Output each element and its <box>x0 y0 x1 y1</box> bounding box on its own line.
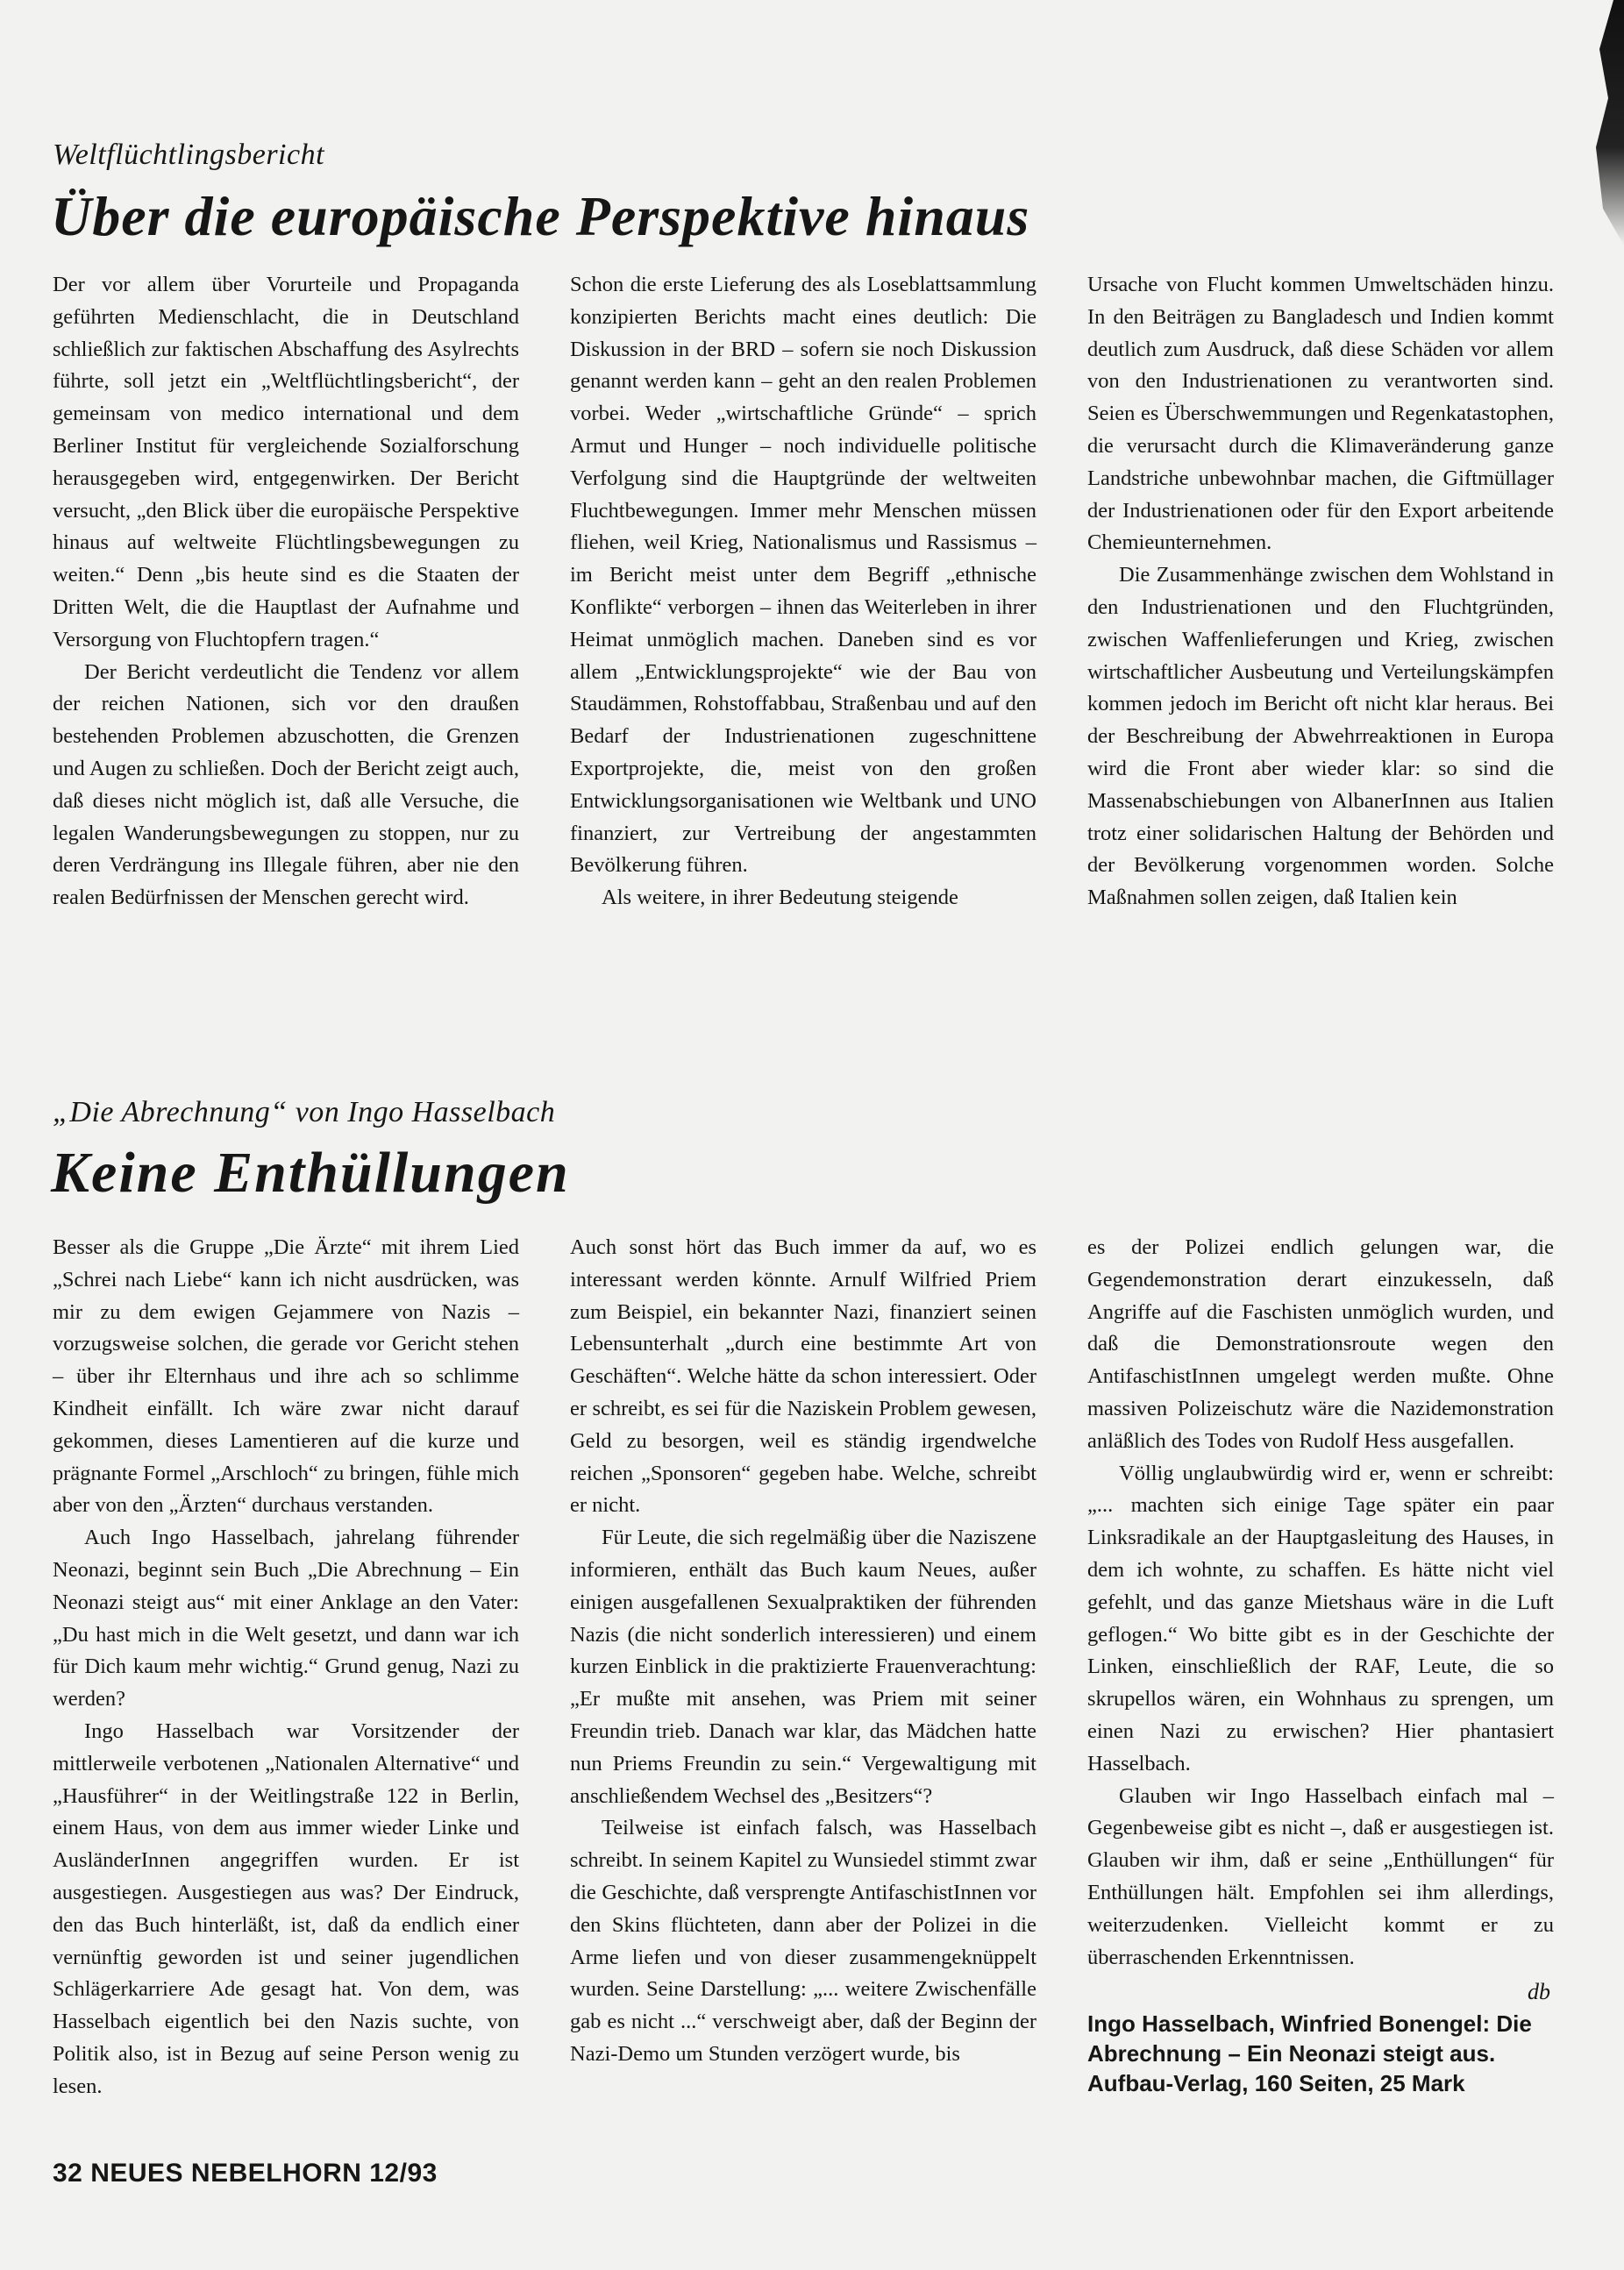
article2-paragraph: Glauben wir Ingo Hasselbach einfach mal – Gegenbeweise gibt es nicht –, daß er ausgestiegen ist. Glauben wir ihm, daß er seine „Enthüllungen“ für Enthüllungen hält. Empfohlen sei ihm allerdings, weiterzudenken. Vielleicht kommt er zu überraschenden Erkenntnissen. <box>1087 1783 1554 1969</box>
torn-page-corner <box>1589 0 1624 246</box>
article2-title: Keine Enthüllungen <box>51 1141 570 1205</box>
article1-paragraph: Als weitere, in ihrer Bedeutung steigende <box>602 886 958 910</box>
article1-column-1 <box>53 269 519 914</box>
article2-column-3 <box>1087 1232 1554 2103</box>
article2-kicker: „Die Abrechnung“ von Ingo Hasselbach <box>53 1096 556 1128</box>
article1-title: Über die europäische Perspektive hinaus <box>51 185 1030 247</box>
article1-column-2 <box>570 269 1036 914</box>
article1-paragraph: Der Bericht verdeutlicht die Tendenz vor allem der reichen Nationen, sich vor den draußen bestehenden Problemen abzuschotten, die Grenzen und Augen zu schließen. Doch der Bericht zeigt auch, daß dieses nicht möglich ist, daß alle Versuche, die legalen Wanderungsbewegungen zu stoppen, nur zu deren Verdrängung ins Illegale führen, aber nie den realen Bedürfnissen der Menschen gerecht wird. <box>53 659 519 910</box>
article2-paragraph: Für Leute, die sich regelmäßig über die Naziszene informieren, enthält das Buch kaum Neues, außer einigen ausgefallenen Sexualpraktiken der führenden Nazis (die nicht sonderlich interessieren) und einem kurzen Einblick in die praktizierte Frauenverachtung: „Er mußte mit ansehen, was Priem mit seiner Freundin trieb. Danach war klar, das Mädchen hatte nun Priems Freundin zu sein.“ Vergewaltigung mit anschließendem Wechsel des „Besitzers“? <box>570 1526 1036 1808</box>
article2-column-2 <box>570 1232 1036 2103</box>
article2-paragraph: Auch sonst hört das Buch immer da auf, wo es interessant werden könnte. Arnulf Wilfried Priem zum Beispiel, ein bekannter Nazi, finanziert seinen Lebensunterhalt „durch eine bestimmte Art von Geschäften“. Welche hätte da schon interessiert. Oder er schreibt, es sei für die Naziskein Problem gewesen, Geld zu besorgen, weil es ständig irgendwelche reichen „Sponsoren“ gegeben habe. Welche, schreibt er nicht. <box>570 1235 1036 1518</box>
article2-paragraph: Völlig unglaubwürdig wird er, wenn er schreibt: „... machten sich einige Tage später ein paar Linksradikale an der Hauptgasleitung des Hauses, in dem ich wohnte, zu schaffen. Es hätte nicht viel gefehlt, und das ganze Mietshaus wäre in die Luft geflogen.“ Wo bitte gibt es in der Geschichte der Linken, einschließlich der RAF, Leute, die so skrupellos wären, ein Wohnhaus zu sprengen, um einen Nazi zu erwischen? Hier phantasiert Hasselbach. <box>1087 1461 1554 1775</box>
article1-paragraph: Ursache von Flucht kommen Umweltschäden hinzu. In den Beiträgen zu Bangladesch und Indien kommt deutlich zum Ausdruck, daß diese Schäden vor allem von den Industrienationen zu verantworten sind. Seien es Überschwemmungen und Regenkatastophen, die verursacht durch die Klimaveränderung ganze Landstriche unbewohnbar machen, die Giftmüllager der Industrienationen oder für den Export arbeitende Chemieunternehmen. <box>1087 273 1554 555</box>
article2-column-1 <box>53 1232 519 2103</box>
article1-body <box>53 269 1554 914</box>
article1-paragraph: Der vor allem über Vorurteile und Propaganda geführten Medienschlacht, die in Deutschland schließlich zur faktischen Abschaffung des Asylrechts führte, soll jetzt ein „Weltflüchtlingsbericht“, der gemeinsam von medico international und dem Berliner Institut für vergleichende Sozialforschung herausgegeben wird, entgegenwirken. Der Bericht versucht, „den Blick über die europäische Perspektive hinaus auf weltweite Flüchtlingsbewegungen zu weiten.“ Denn „bis heute sind es die Staaten der Dritten Welt, die die Hauptlast der Aufnahme und Versorgung von Fluchtopfern tragen.“ <box>53 273 519 651</box>
article1-paragraph: Schon die erste Lieferung des als Loseblattsammlung konzipierten Berichts macht eines deutlich: Die Diskussion in der BRD – sofern sie noch Diskussion genannt werden kann – geht an den realen Problemen vorbei. Weder „wirtschaftliche Gründe“ – sprich Armut und Hunger – noch individuelle politische Verfolgung sind die Hauptgründe der weltweiten Fluchtbewegungen. Immer mehr Menschen müssen fliehen, weil Krieg, Nationalismus und Rassismus – im Bericht meist unter dem Begriff „ethnische Konflikte“ verborgen – ihnen das Weiterleben in ihrer Heimat unmöglich machen. Daneben sind es vor allem „Entwicklungsprojekte“ wie der Bau von Staudämmen, Rohstoffabbau, Straßenbau und auf den Bedarf der Industrienationen zugeschnittene Exportprojekte, die, meist von den großen Entwicklungsorganisationen wie Weltbank und UNO finanziert, zur Vertreibung der angestammten Bevölkerung führen. <box>570 273 1036 878</box>
article2-paragraph: es der Polizei endlich gelungen war, die Gegendemonstration derart einzukesseln, daß Angriffe auf die Faschisten unmöglich wurden, und daß die Demonstrationsroute wegen den AntifaschistInnen umgelegt werden mußte. Ohne massiven Polizeischutz wäre die Nazidemonstration anläßlich des Todes von Rudolf Hess ausgefallen. <box>1087 1235 1554 1453</box>
article1-paragraph: Die Zusammenhänge zwischen dem Wohlstand in den Industrienationen und den Fluchtgründen, zwischen Waffenlieferungen und Krieg, zwischen wirtschaftlicher Ausbeutung und Verteilungskämpfen kommen jedoch im Bericht oft nicht klar heraus. Bei der Beschreibung der Abwehrreaktionen in Europa wird die Front aber wieder klar: so sind die Massenabschiebungen von AlbanerInnen aus Italien trotz einer solidarischen Haltung der Behörden und der Bevölkerung vorgenommen worden. Solche Maßnahmen sollen zeigen, daß Italien kein <box>1087 563 1554 910</box>
article2-paragraph: Auch Ingo Hasselbach, jahrelang führender Neonazi, beginnt sein Buch „Die Abrechnung – Ein Neonazi steigt aus“ mit einer Anklage an den Vater: „Du hast mich in die Welt gesetzt, und dann war ich für Dich kaum mehr wichtig.“ Grund genug, Nazi zu werden? <box>53 1526 519 1711</box>
article2-paragraph: Besser als die Gruppe „Die Ärzte“ mit ihrem Lied „Schrei nach Liebe“ kann ich nicht ausdrücken, was mir zu dem ewigen Gejammere von Nazis – vorzugsweise solchen, die gerade vor Gericht stehen – über ihr Elternhaus und ihre ach so schlimme Kindheit einfällt. Ich wäre zwar nicht darauf gekommen, dieses Lamentieren auf die kurze und prägnante Formel „Arschloch“ zu bringen, fühle mich aber von den „Ärzten“ durchaus verstanden. <box>53 1235 519 1518</box>
article1-kicker: Weltflüchtlingsbericht <box>53 139 325 171</box>
article2-body <box>53 1232 1554 2103</box>
book-reference: Ingo Hasselbach, Winfried Bonengel: Die Abrechnung – Ein Neonazi steigt aus. Aufbau-Verlag, 160 Seiten, 25 Mark <box>1087 2010 1532 2097</box>
article1-column-3 <box>1087 269 1554 914</box>
article2-paragraph: Teilweise ist einfach falsch, was Hasselbach schreibt. In seinem Kapitel zu Wunsiedel stimmt zwar die Geschichte, daß versprengte AntifaschistInnen vor den Skins flüchteten, dann aber der Polizei in die Arme liefen und von dieser zusammengeknüppelt wurden. Seine Darstellung: „... weitere Zwischenfälle gab es nicht ...“ verschweigt aber, daß der Beginn der Nazi-Demo um Stunden verzögert wurde, bis <box>570 1816 1036 2066</box>
page-footer: 32 NEUES NEBELHORN 12/93 <box>53 2159 438 2188</box>
article2-paragraph: Ingo Hasselbach war Vorsitzender der mittlerweile verbotenen „Nationalen Alternative“ und „Hausführer“ in der Weitlingstraße 122 in Berlin, einem Haus, von dem aus immer wieder Linke und AusländerInnen angegriffen wurden. Er ist ausgestiegen. Ausgestiegen aus was? Der Eindruck, den das Buch hinterläßt, ist, daß da endlich einer vernünftig geworden ist und seiner jugendlichen Schlägerkarriere Ade gesagt hat. Von dem, was Hasselbach eigentlich bei den Nazis suchte, von Politik also, ist in Bezug auf seine Person wenig zu lesen. <box>53 1719 519 2098</box>
author-signature: db <box>1528 1979 1550 2005</box>
